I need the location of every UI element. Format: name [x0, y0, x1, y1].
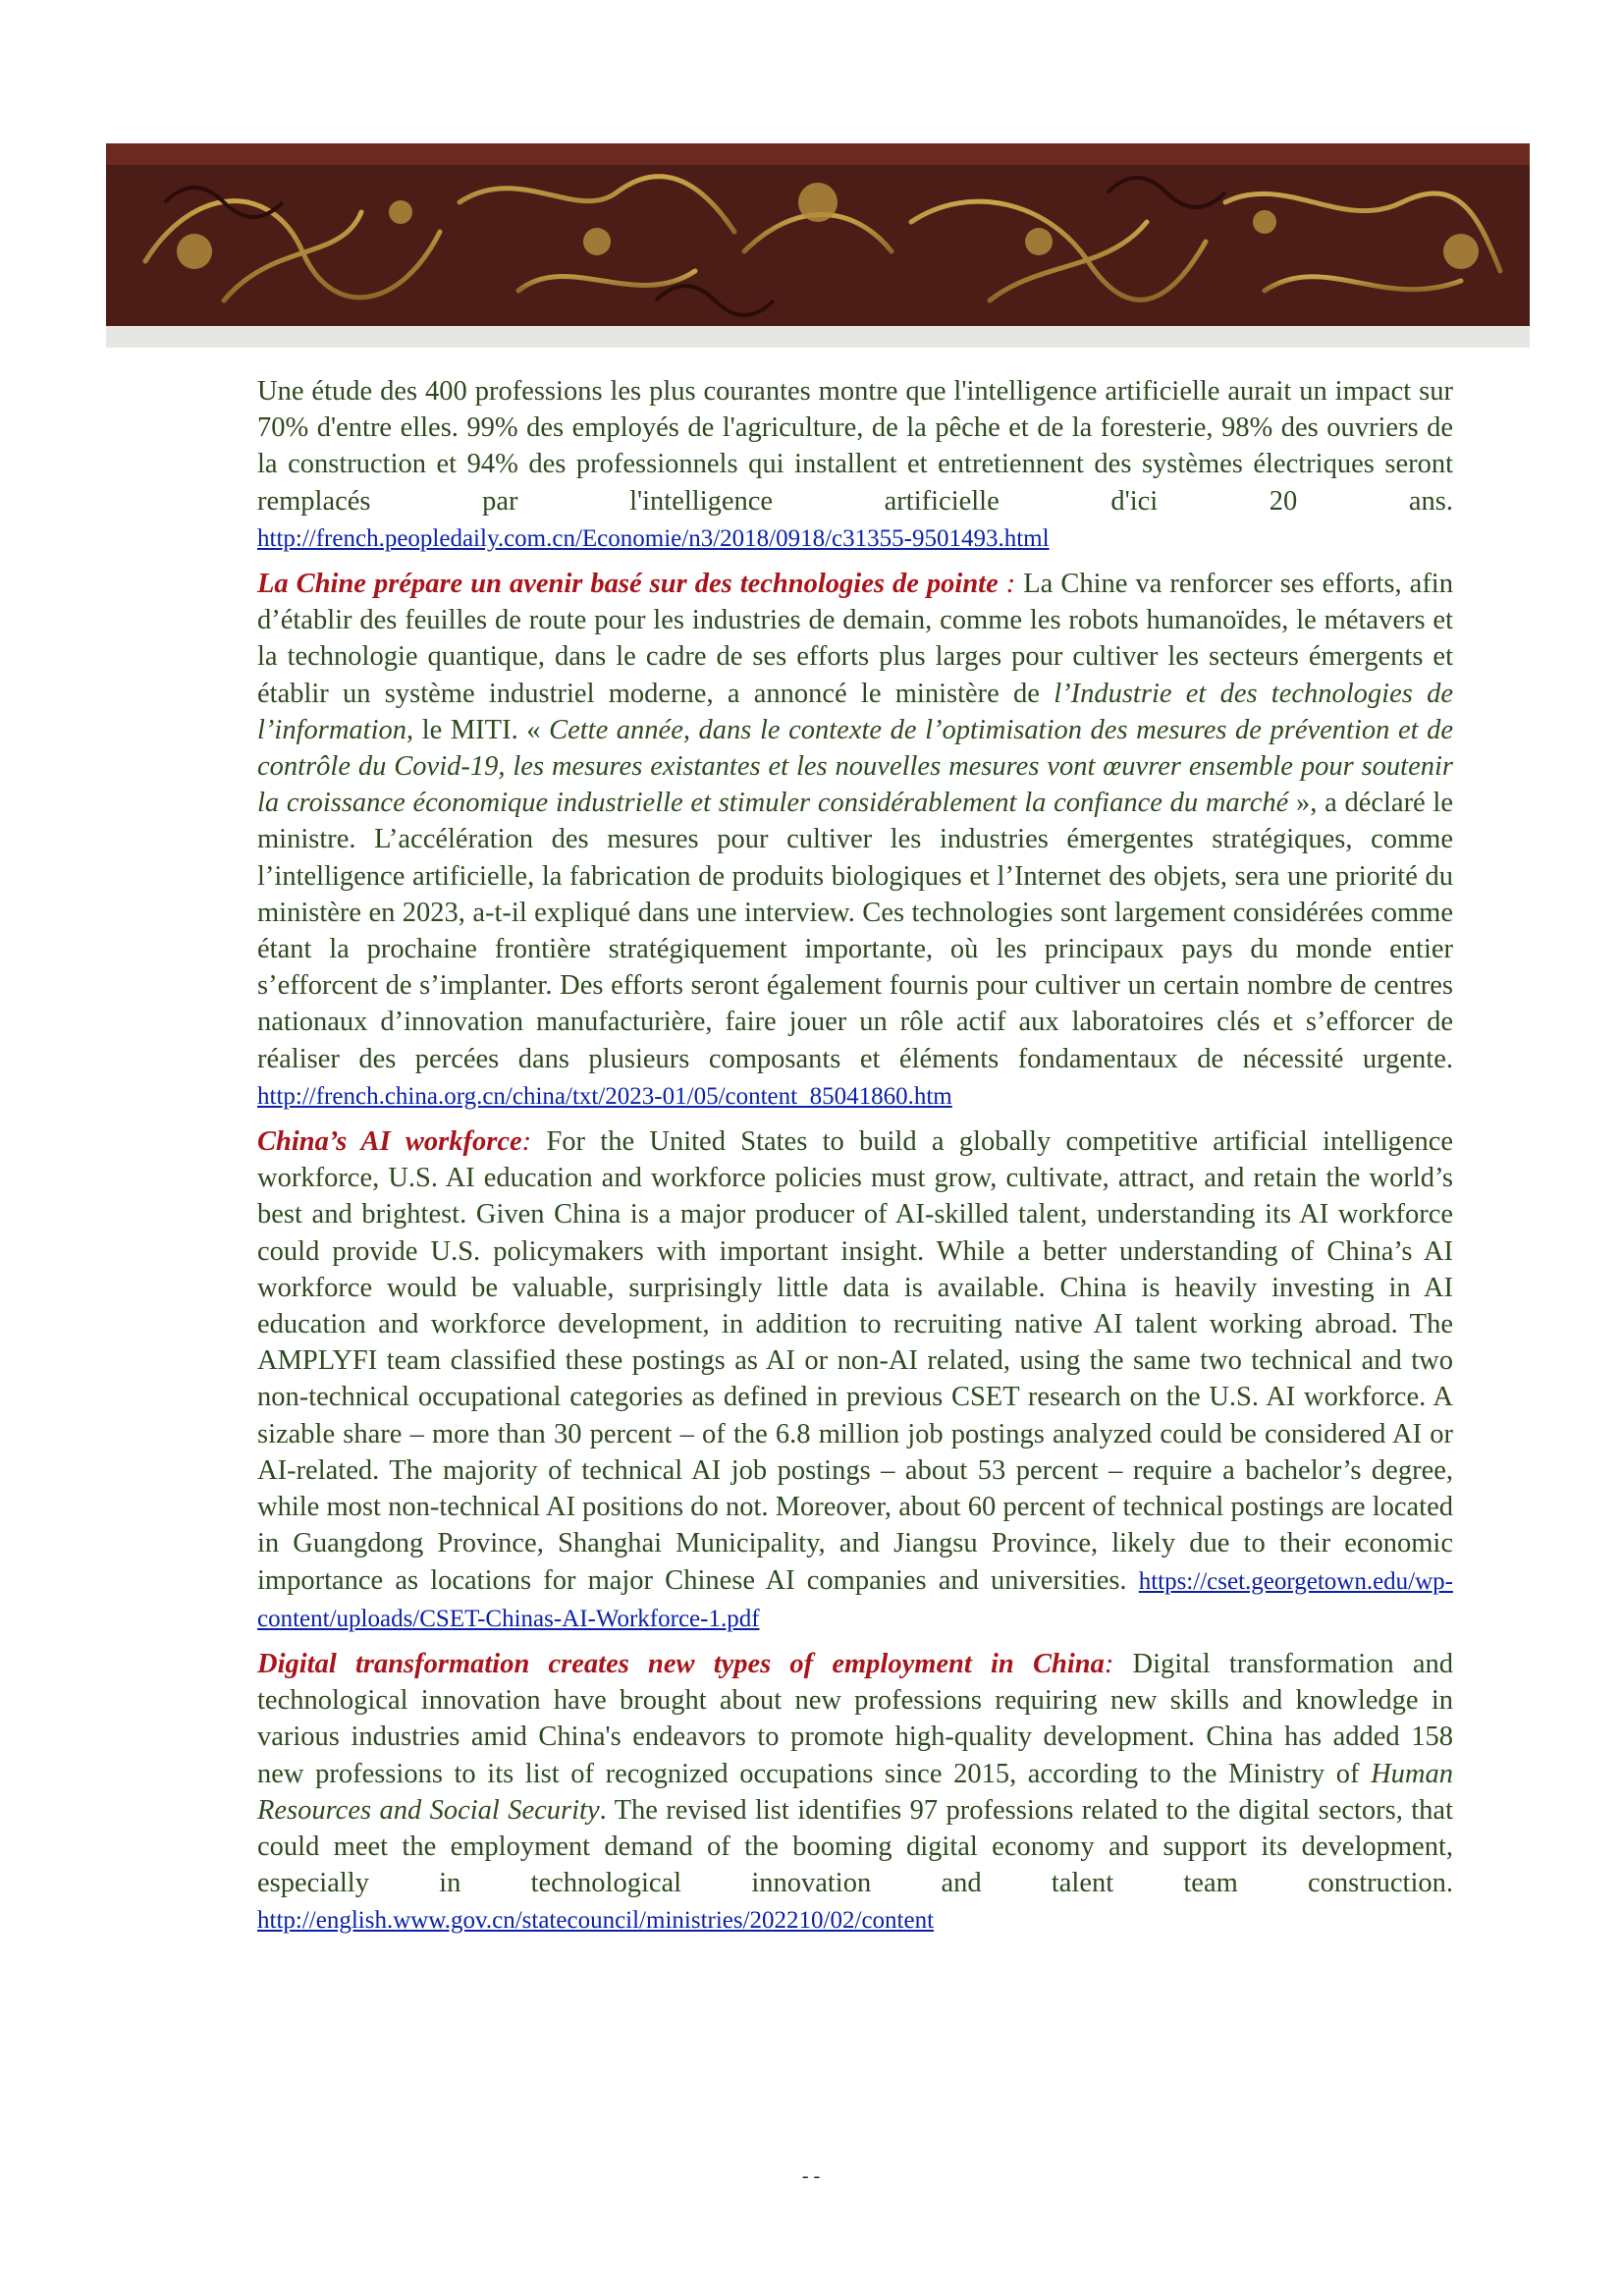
article-body: [257, 373, 1453, 1948]
minister-quote: Cette année, dans le contexte de l’optimisation des mesures de prévention et de contrôle du Covid-19, les mesures existantes et les nouvelles mesures vont œuvrer ensemble pour soutenir la croissance économique industrielle et stimuler considérablement la confiance du marché: [257, 714, 1453, 819]
paragraph-text: . The revised list identifies 97 professions related to the digital sectors, that could meet the employment demand of the booming digital economy and support its development, especially in technological innovation and talent team construction.: [257, 1794, 1453, 1899]
ministry-name: Human Resources and Social Security: [257, 1758, 1453, 1826]
carved-wood-panel-image: [106, 143, 1530, 348]
ministry-name: l’Industrie et des technologies de l’information: [257, 678, 1453, 745]
paragraph-text: », a déclaré le ministre. L’accélération des mesures pour cultiver les industries émergentes stratégiques, comme l’intelligence artificielle, la fabrication de produits biologiques et l’Internet des objets, sera une priorité du ministère en 2023, a-t-il expliqué dans une interview. Ces technologies sont largement considérées comme étant la prochaine frontière stratégiquement importante, où les principaux pays du monde entier s’efforcent de s’implanter. Des efforts seront également fournis pour cultiver un certain nombre de centres nationaux d’innovation manufacturière, faire jouer un rôle actif aux laboratoires clés et s’efforcer de réaliser des percées dans plusieurs composants et éléments fondamentaux de nécessité urgente.: [257, 788, 1453, 1074]
paragraph-text: Digital transformation and technological innovation have brought about new professions requiring new skills and knowledge in various industries amid China's endeavors to promote high-quality development. China has added 158 new professions to its list of recognized occupations since 2015, according to the Ministry of: [257, 1648, 1454, 1789]
carved-wood-banner: [106, 143, 1530, 348]
section-heading: Digital transformation creates new types of employment in China: [257, 1648, 1105, 1679]
paragraph-text: , le MITI. «: [406, 714, 550, 745]
page-number: - -: [801, 2165, 821, 2187]
paragraph-digital-transformation: [257, 1646, 1453, 1940]
paragraph-professions-impact: [257, 373, 1453, 557]
paragraph-text: Une étude des 400 professions les plus courantes montre que l'intelligence artificielle aurait un impact sur 70% d'entre elles. 99% des employés de l'agriculture, de la pêche et de la foresterie, 98% des ouvriers de la construction et 94% des professionnels qui installent et entretiennent des systèmes électriques seront remplacés par l'intelligence artificielle d'ici 20 ans.: [257, 376, 1453, 517]
section-heading: China’s AI workforce: [257, 1126, 522, 1158]
paragraph-china-advanced-tech: [257, 566, 1453, 1115]
source-link-cset[interactable]: https://cset.georgetown.edu/wp-content/uploads/CSET-Chinas-AI-Workforce-1.pdf: [257, 1567, 1453, 1632]
heading-colon: :: [998, 569, 1016, 600]
source-link-china-org[interactable]: http://french.china.org.cn/china/txt/2023-01/05/content_85041860.htm: [257, 1082, 952, 1110]
section-heading: La Chine prépare un avenir basé sur des technologies de pointe: [257, 569, 999, 600]
paragraph-text: For the United States to build a globally competitive artificial intelligence workforce, U.S. AI education and workforce policies must grow, cultivate, attract, and retain the world’s best and brightest. Given China is a major producer of AI-skilled talent, understanding its AI workforce could provide U.S. policymakers with important insight. While a better understanding of China’s AI workforce would be valuable, surprisingly little data is available. China is heavily investing in AI education and workforce development, in addition to recruiting native AI talent working abroad. The AMPLYFI team classified these postings as AI or non-AI related, using the same two technical and two non-technical occupational categories as defined in previous CSET research on the U.S. AI workforce. A sizable share – more than 30 percent – of the 6.8 million job postings analyzed could be considered AI or AI-related. The majority of technical AI job postings – about 53 percent – require a bachelor’s degree, while most non-technical AI positions do not. Moreover, about 60 percent of technical postings are located in Guangdong Province, Shanghai Municipality, and Jiangsu Province, likely due to their economic importance as locations for major Chinese AI companies and universities.: [257, 1126, 1453, 1596]
heading-colon: :: [1104, 1648, 1114, 1679]
paragraph-china-ai-workforce: [257, 1123, 1453, 1637]
paragraph-text: La Chine va renforcer ses efforts, afin d’établir des feuilles de route pour les industries de demain, comme les robots humanoïdes, le métavers et la technologie quantique, dans le cadre de ses efforts plus larges pour cultiver les secteurs émergents et établir un système industriel moderne, a annoncé le ministère de: [257, 569, 1453, 709]
source-link-peopledaily[interactable]: http://french.peopledaily.com.cn/Economie/n3/2018/0918/c31355-9501493.html: [257, 524, 1050, 552]
heading-colon: :: [521, 1126, 532, 1158]
source-link-gov-cn[interactable]: http://english.www.gov.cn/statecouncil/ministries/202210/02/content: [257, 1907, 935, 1935]
